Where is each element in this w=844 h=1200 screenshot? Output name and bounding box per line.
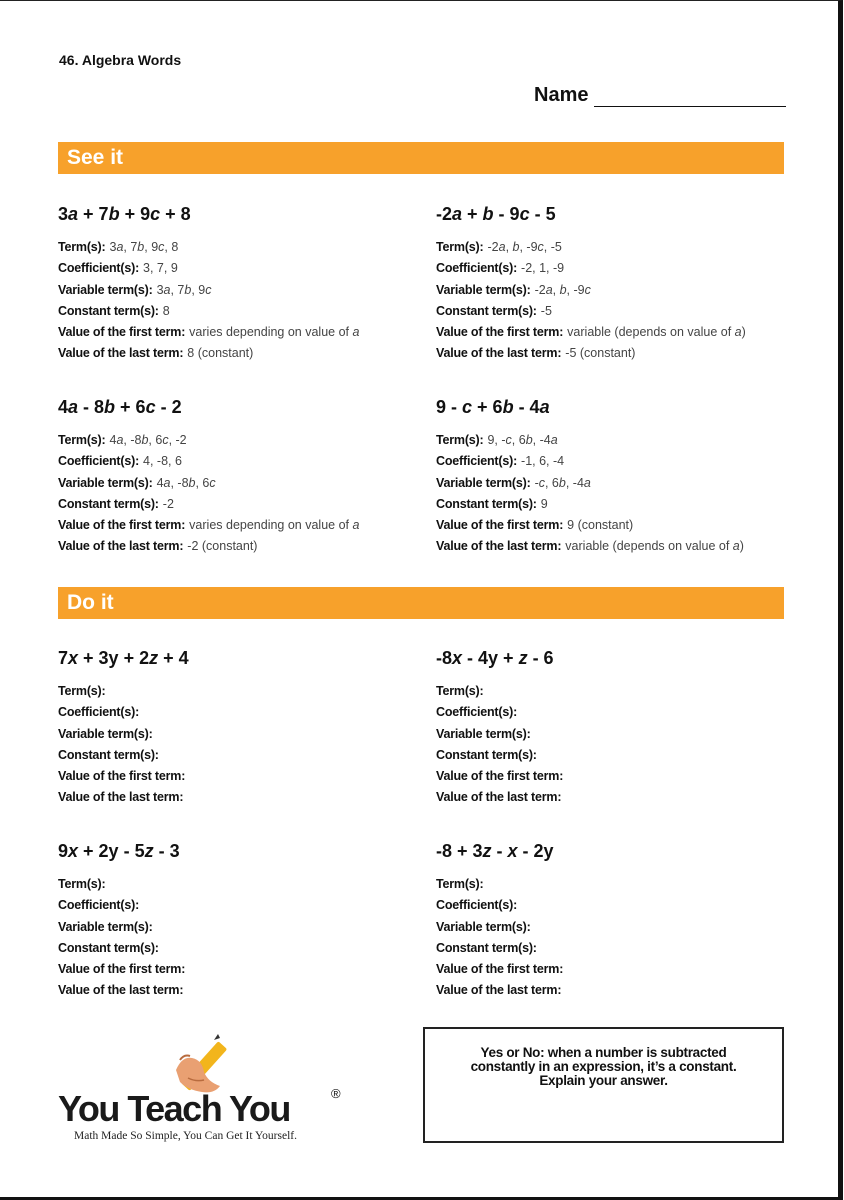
terms-row[interactable] bbox=[436, 874, 796, 895]
variable: b bbox=[184, 282, 192, 297]
terms-row bbox=[436, 430, 796, 451]
variable: c bbox=[584, 282, 591, 297]
terms-value: 9, -c, 6b, -4a bbox=[487, 433, 558, 447]
variable: a bbox=[550, 433, 558, 447]
variable: b bbox=[104, 397, 116, 417]
variable: b bbox=[512, 240, 520, 254]
constant-term-label: Constant term(s): bbox=[58, 747, 159, 762]
coefficients-label: Coefficient(s): bbox=[58, 454, 140, 469]
terms-row bbox=[58, 430, 418, 451]
variable: a bbox=[352, 325, 360, 340]
last-term-label: Value of the last term: bbox=[58, 539, 184, 554]
variable: b bbox=[525, 433, 533, 447]
first-term-row bbox=[58, 322, 418, 343]
variable: a bbox=[732, 539, 740, 554]
see-it-problem bbox=[436, 397, 796, 558]
variable: a bbox=[68, 204, 79, 224]
variable-terms-row[interactable] bbox=[58, 917, 418, 938]
variable-terms-value: 4a, -8b, 6c bbox=[156, 475, 216, 490]
variable: a bbox=[545, 282, 553, 297]
coefficients-label: Coefficient(s): bbox=[436, 261, 518, 276]
coefficients-value: 3, 7, 9 bbox=[143, 261, 178, 276]
variable: a bbox=[116, 240, 124, 254]
first-term-value: varies depending on value of a bbox=[189, 325, 360, 340]
variable: a bbox=[583, 475, 591, 490]
last-term-row bbox=[58, 343, 418, 364]
coefficients-row[interactable] bbox=[58, 895, 418, 916]
constant-term-value: -2 bbox=[162, 496, 174, 511]
do-it-problem bbox=[58, 648, 418, 809]
variable: c bbox=[145, 397, 156, 417]
coefficients-label: Coefficient(s): bbox=[436, 454, 518, 469]
first-term-row[interactable] bbox=[436, 959, 796, 980]
variable: b bbox=[108, 204, 120, 224]
variable: a bbox=[452, 204, 463, 224]
coefficients-label: Coefficient(s): bbox=[58, 898, 140, 913]
name-label: Name bbox=[534, 84, 589, 106]
variable-terms-row[interactable] bbox=[436, 724, 796, 745]
logo-brand: You Teach You bbox=[58, 1088, 290, 1129]
variable-terms-label: Variable term(s): bbox=[436, 726, 531, 741]
constant-term-row bbox=[58, 494, 418, 515]
variable: b bbox=[482, 204, 494, 224]
expression: 9x + 2y - 5z - 3 bbox=[58, 841, 180, 861]
constant-term-label: Constant term(s): bbox=[436, 747, 537, 762]
last-term-label: Value of the last term: bbox=[436, 539, 562, 554]
first-term-row bbox=[436, 322, 796, 343]
constant-term-row[interactable] bbox=[436, 745, 796, 766]
variable: c bbox=[205, 282, 212, 297]
expression: 4a - 8b + 6c - 2 bbox=[58, 397, 182, 417]
last-term-label: Value of the last term: bbox=[436, 790, 562, 805]
variable-terms-label: Variable term(s): bbox=[58, 282, 153, 297]
see-it-problem bbox=[436, 204, 796, 365]
first-term-label: Value of the first term: bbox=[58, 325, 186, 340]
variable: c bbox=[462, 397, 473, 417]
constant-term-row[interactable] bbox=[436, 938, 796, 959]
last-term-value: variable (depends on value of a) bbox=[565, 539, 744, 554]
first-term-row[interactable] bbox=[58, 766, 418, 787]
variable: a bbox=[352, 518, 360, 533]
first-term-label: Value of the first term: bbox=[436, 962, 564, 977]
variable: c bbox=[162, 433, 169, 447]
see-it-problem bbox=[58, 397, 418, 558]
variable: z bbox=[482, 841, 492, 861]
expression: 7x + 3y + 2z + 4 bbox=[58, 648, 189, 668]
variable-terms-row bbox=[58, 473, 418, 494]
see-it-problem bbox=[58, 204, 418, 365]
expression: 9 - c + 6b - 4a bbox=[436, 397, 550, 417]
variable-terms-row bbox=[436, 473, 796, 494]
do-it-problem bbox=[436, 648, 796, 809]
terms-value: 4a, -8b, 6c, -2 bbox=[109, 433, 187, 447]
variable: x bbox=[68, 841, 79, 861]
variable: c bbox=[150, 204, 161, 224]
terms-row bbox=[58, 237, 418, 258]
variable: x bbox=[452, 648, 463, 668]
hand-pencil-icon bbox=[158, 1030, 278, 1096]
constant-term-label: Constant term(s): bbox=[436, 303, 537, 318]
variable: x bbox=[68, 648, 79, 668]
first-term-value: 9 (constant) bbox=[567, 518, 634, 533]
do-it-banner: Do it bbox=[58, 587, 784, 619]
variable-terms-value: -2a, b, -9c bbox=[534, 282, 591, 297]
first-term-row[interactable] bbox=[58, 959, 418, 980]
first-term-row bbox=[58, 515, 418, 536]
last-term-label: Value of the last term: bbox=[436, 346, 562, 361]
last-term-value: -5 (constant) bbox=[565, 346, 636, 361]
last-term-row[interactable] bbox=[58, 787, 418, 808]
terms-label: Term(s): bbox=[58, 433, 106, 447]
first-term-value: variable (depends on value of a) bbox=[567, 325, 746, 340]
terms-label: Term(s): bbox=[436, 877, 484, 891]
first-term-label: Value of the first term: bbox=[436, 769, 564, 784]
variable-terms-label: Variable term(s): bbox=[58, 919, 153, 934]
variable: c bbox=[505, 433, 512, 447]
constant-term-label: Constant term(s): bbox=[58, 940, 159, 955]
expression: 3a + 7b + 9c + 8 bbox=[58, 204, 191, 224]
variable: c bbox=[538, 475, 545, 490]
last-term-row[interactable] bbox=[436, 980, 796, 1001]
question-line: constantly in an expression, it’s a constant. bbox=[470, 1059, 737, 1074]
variable: a bbox=[498, 240, 506, 254]
constant-term-label: Constant term(s): bbox=[58, 496, 159, 511]
variable: b bbox=[502, 397, 514, 417]
variable-terms-label: Variable term(s): bbox=[436, 475, 531, 490]
variable-terms-row bbox=[436, 280, 796, 301]
do-it-problem bbox=[436, 841, 796, 1002]
variable: b bbox=[141, 433, 149, 447]
terms-label: Term(s): bbox=[58, 240, 106, 254]
variable: x bbox=[507, 841, 518, 861]
constant-term-row[interactable] bbox=[58, 745, 418, 766]
constant-term-label: Constant term(s): bbox=[436, 940, 537, 955]
last-term-value: 8 (constant) bbox=[187, 346, 254, 361]
coefficients-row bbox=[436, 258, 796, 279]
last-term-row bbox=[58, 536, 418, 557]
coefficients-label: Coefficient(s): bbox=[436, 705, 518, 720]
first-term-label: Value of the first term: bbox=[58, 962, 186, 977]
variable: c bbox=[537, 240, 544, 254]
last-term-label: Value of the last term: bbox=[436, 983, 562, 998]
variable-terms-label: Variable term(s): bbox=[436, 282, 531, 297]
variable-terms-value: -c, 6b, -4a bbox=[534, 475, 591, 490]
last-term-row[interactable] bbox=[58, 980, 418, 1001]
coefficients-label: Coefficient(s): bbox=[58, 705, 140, 720]
variable: z bbox=[144, 841, 154, 861]
last-term-label: Value of the last term: bbox=[58, 346, 184, 361]
expression: -8x - 4y + z - 6 bbox=[436, 648, 554, 668]
terms-value: 3a, 7b, 9c, 8 bbox=[109, 240, 179, 254]
coefficients-row bbox=[436, 451, 796, 472]
first-term-value: varies depending on value of a bbox=[189, 518, 360, 533]
first-term-row[interactable] bbox=[436, 766, 796, 787]
variable: a bbox=[68, 397, 79, 417]
variable: z bbox=[518, 648, 528, 668]
variable: a bbox=[163, 475, 171, 490]
worksheet-title: 46. Algebra Words bbox=[59, 52, 182, 68]
name-line[interactable] bbox=[594, 86, 786, 107]
coefficients-row bbox=[58, 451, 418, 472]
variable-terms-row[interactable] bbox=[436, 917, 796, 938]
expression: -2a + b - 9c - 5 bbox=[436, 204, 556, 224]
coefficients-value: -1, 6, -4 bbox=[521, 454, 565, 469]
expression: -8 + 3z - x - 2y bbox=[436, 841, 554, 861]
variable: b bbox=[559, 282, 567, 297]
constant-term-value: 9 bbox=[540, 496, 548, 511]
variable: z bbox=[149, 648, 159, 668]
do-it-problem bbox=[58, 841, 418, 1002]
variable-terms-row[interactable] bbox=[58, 724, 418, 745]
variable-terms-label: Variable term(s): bbox=[436, 919, 531, 934]
coefficients-value: 4, -8, 6 bbox=[143, 454, 182, 469]
last-term-value: -2 (constant) bbox=[187, 539, 258, 554]
variable: c bbox=[209, 475, 216, 490]
last-term-row bbox=[436, 536, 796, 557]
terms-label: Term(s): bbox=[436, 684, 484, 698]
variable-terms-row bbox=[58, 280, 418, 301]
variable-terms-value: 3a, 7b, 9c bbox=[156, 282, 212, 297]
last-term-row bbox=[436, 343, 796, 364]
variable: b bbox=[137, 240, 145, 254]
question-line: Yes or No: when a number is subtracted bbox=[480, 1045, 727, 1060]
variable: b bbox=[558, 475, 566, 490]
coefficients-row bbox=[58, 258, 418, 279]
first-term-label: Value of the first term: bbox=[436, 325, 564, 340]
terms-row[interactable] bbox=[58, 681, 418, 702]
terms-row bbox=[436, 237, 796, 258]
name-field bbox=[534, 84, 786, 107]
coefficients-row[interactable] bbox=[436, 702, 796, 723]
logo-tagline: Math Made So Simple, You Can Get It Yourself. bbox=[74, 1130, 297, 1142]
variable: a bbox=[734, 325, 742, 340]
variable: c bbox=[519, 204, 530, 224]
you-teach-you-logo bbox=[58, 1030, 358, 1150]
see-it-banner: See it bbox=[58, 142, 784, 174]
constant-term-row bbox=[436, 301, 796, 322]
registered-mark: ® bbox=[331, 1086, 341, 1101]
coefficients-row[interactable] bbox=[58, 702, 418, 723]
first-term-label: Value of the first term: bbox=[58, 769, 186, 784]
variable-terms-label: Variable term(s): bbox=[58, 726, 153, 741]
coefficients-label: Coefficient(s): bbox=[58, 261, 140, 276]
variable: a bbox=[163, 282, 171, 297]
first-term-row bbox=[436, 515, 796, 536]
coefficients-row[interactable] bbox=[436, 895, 796, 916]
terms-label: Term(s): bbox=[58, 684, 106, 698]
last-term-row[interactable] bbox=[436, 787, 796, 808]
variable: a bbox=[116, 433, 124, 447]
question-line: Explain your answer. bbox=[539, 1073, 668, 1088]
constant-term-value: -5 bbox=[540, 303, 552, 318]
variable: a bbox=[539, 397, 550, 417]
first-term-label: Value of the first term: bbox=[58, 518, 186, 533]
terms-label: Term(s): bbox=[436, 433, 484, 447]
last-term-label: Value of the last term: bbox=[58, 790, 184, 805]
terms-label: Term(s): bbox=[58, 877, 106, 891]
variable-terms-label: Variable term(s): bbox=[58, 475, 153, 490]
constant-term-row[interactable] bbox=[58, 938, 418, 959]
constant-term-label: Constant term(s): bbox=[58, 303, 159, 318]
constant-term-label: Constant term(s): bbox=[436, 496, 537, 511]
terms-row[interactable] bbox=[58, 874, 418, 895]
coefficients-label: Coefficient(s): bbox=[436, 898, 518, 913]
terms-label: Term(s): bbox=[436, 240, 484, 254]
question-box[interactable] bbox=[423, 1027, 784, 1143]
terms-row[interactable] bbox=[436, 681, 796, 702]
last-term-label: Value of the last term: bbox=[58, 983, 184, 998]
terms-value: -2a, b, -9c, -5 bbox=[487, 240, 562, 254]
constant-term-row bbox=[436, 494, 796, 515]
first-term-label: Value of the first term: bbox=[436, 518, 564, 533]
coefficients-value: -2, 1, -9 bbox=[521, 261, 565, 276]
variable: c bbox=[158, 240, 165, 254]
constant-term-value: 8 bbox=[162, 303, 170, 318]
variable: b bbox=[188, 475, 196, 490]
constant-term-row bbox=[58, 301, 418, 322]
